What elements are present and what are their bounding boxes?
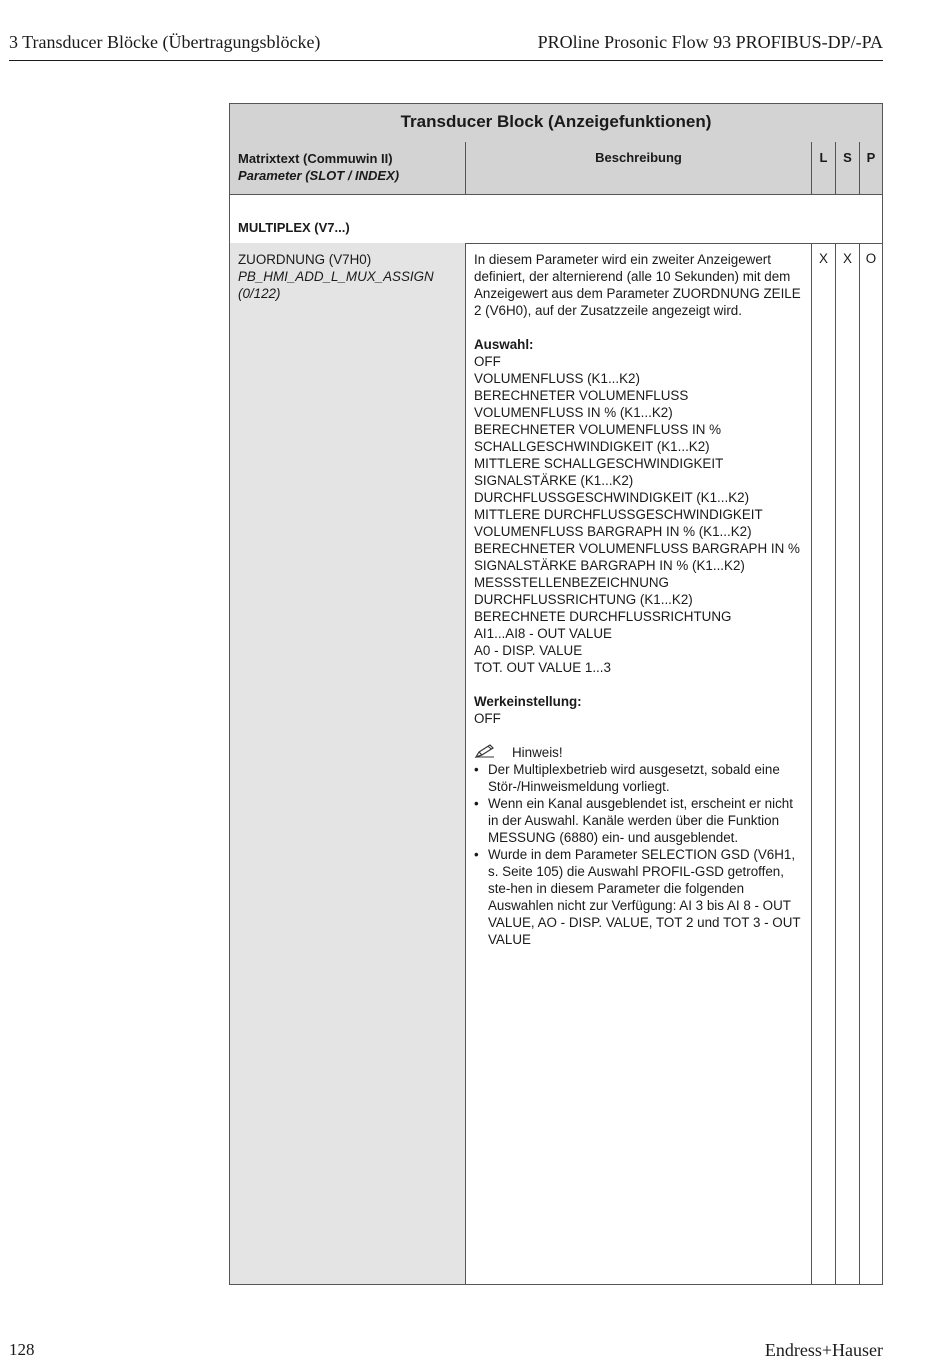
description-intro: In diesem Parameter wird ein zweiter Anzeigewert definiert, der alternierend (alle 10 Sekunden) mit dem Anzeigewert aus dem Parameter ZUORDNUNG ZEILE 2 (V6H0), auf der Zusatzzeile angezeigt wird. xyxy=(474,252,801,318)
choice-item: MESSSTELLENBEZEICHNUNG xyxy=(474,575,669,590)
note-header xyxy=(474,744,805,761)
parameter-table xyxy=(229,103,883,1285)
cell-p: O xyxy=(865,251,877,266)
column-header-s: S xyxy=(836,142,860,194)
choice-item: DURCHFLUSSGESCHWINDIGKEIT (K1...K2) xyxy=(474,490,750,505)
column-header-beschreibung: Beschreibung xyxy=(466,142,812,194)
note-item: • Wurde in dem Parameter SELECTION GSD (V6H1, s. Seite 105) die Auswahl PROFIL-GSD getroffen, ste-hen in diesem Parameter die folgenden Auswahlen nicht zur Verfügung: AI 3 bis AI 8 - OUT VALUE, AO - DISP. VALUE, TOT 2 und TOT 3 - OUT VALUE xyxy=(474,847,801,947)
choice-item: BERECHNETER VOLUMENFLUSS BARGRAPH IN % xyxy=(474,541,800,556)
choice-item: BERECHNETE DURCHFLUSSRICHTUNG xyxy=(474,609,732,624)
default-label: Werkeinstellung: xyxy=(474,694,582,709)
parameter-id: PB_HMI_ADD_L_MUX_ASSIGN xyxy=(238,269,434,284)
choice-item: VOLUMENFLUSS BARGRAPH IN % (K1...K2) xyxy=(474,524,752,539)
table-row xyxy=(230,243,882,1284)
column-header-matrixtext xyxy=(230,142,466,194)
choice-item: MITTLERE SCHALLGESCHWINDIGKEIT xyxy=(474,456,724,471)
choice-item: SCHALLGESCHWINDIGKEIT (K1...K2) xyxy=(474,439,710,454)
choice-list xyxy=(474,353,805,676)
column-header-parameter-line2: Parameter (SLOT / INDEX) xyxy=(238,168,400,183)
running-header-chapter: 3 Transducer Blöcke (Übertragungsblöcke) xyxy=(9,32,321,52)
column-header-l: L xyxy=(812,142,836,194)
brand-name: Endress+Hauser xyxy=(764,1340,883,1360)
cell-s: X xyxy=(836,243,860,1284)
choice-item: VOLUMENFLUSS (K1...K2) xyxy=(474,371,640,386)
choice-item: OFF xyxy=(474,354,501,369)
choice-item: AI1...AI8 - OUT VALUE xyxy=(474,626,612,641)
description-cell xyxy=(466,243,812,1284)
choice-item: BERECHNETER VOLUMENFLUSS xyxy=(474,388,689,403)
header-rule xyxy=(9,60,883,61)
note-list xyxy=(474,761,805,948)
choice-item: MITTLERE DURCHFLUSSGESCHWINDIGKEIT xyxy=(474,507,763,522)
column-header-matrixtext-line1: Matrixtext (Commuwin II) xyxy=(238,151,393,166)
column-header-p: P xyxy=(866,150,876,165)
section-label: MULTIPLEX (V7...) xyxy=(238,220,350,235)
table-title: Transducer Block (Anzeigefunktionen) xyxy=(230,104,882,142)
note-box xyxy=(474,744,805,948)
page-number: 128 xyxy=(9,1340,35,1359)
choice-item: BERECHNETER VOLUMENFLUSS IN % xyxy=(474,422,722,437)
choice-item: VOLUMENFLUSS IN % (K1...K2) xyxy=(474,405,673,420)
cell-l: X xyxy=(812,243,836,1284)
parameter-cell xyxy=(230,243,466,1284)
note-title: Hinweis! xyxy=(512,745,563,760)
note-item: • Der Multiplexbetrieb wird ausgesetzt, sobald eine Stör-/Hinweismeldung vorliegt. xyxy=(474,762,780,794)
choice-item: DURCHFLUSSRICHTUNG (K1...K2) xyxy=(474,592,693,607)
running-header-product: PROline Prosonic Flow 93 PROFIBUS-DP/-PA xyxy=(537,32,883,52)
choice-item: SIGNALSTÄRKE (K1...K2) xyxy=(474,473,634,488)
choice-label: Auswahl: xyxy=(474,337,534,352)
section-row xyxy=(230,195,882,244)
pencil-icon xyxy=(474,743,498,762)
table-header-row xyxy=(230,142,882,195)
note-item: • Wenn ein Kanal ausgeblendet ist, erscheint er nicht in der Auswahl. Kanäle werden über die Funktion MESSUNG (6880) ein- und ausgeblendet. xyxy=(474,796,793,845)
choice-item: TOT. OUT VALUE 1...3 xyxy=(474,660,611,675)
parameter-index: (0/122) xyxy=(238,286,281,301)
default-value: OFF xyxy=(474,711,501,726)
choice-item: A0 - DISP. VALUE xyxy=(474,643,583,658)
choice-item: SIGNALSTÄRKE BARGRAPH IN % (K1...K2) xyxy=(474,558,745,573)
parameter-name: ZUORDNUNG (V7H0) xyxy=(238,252,372,267)
